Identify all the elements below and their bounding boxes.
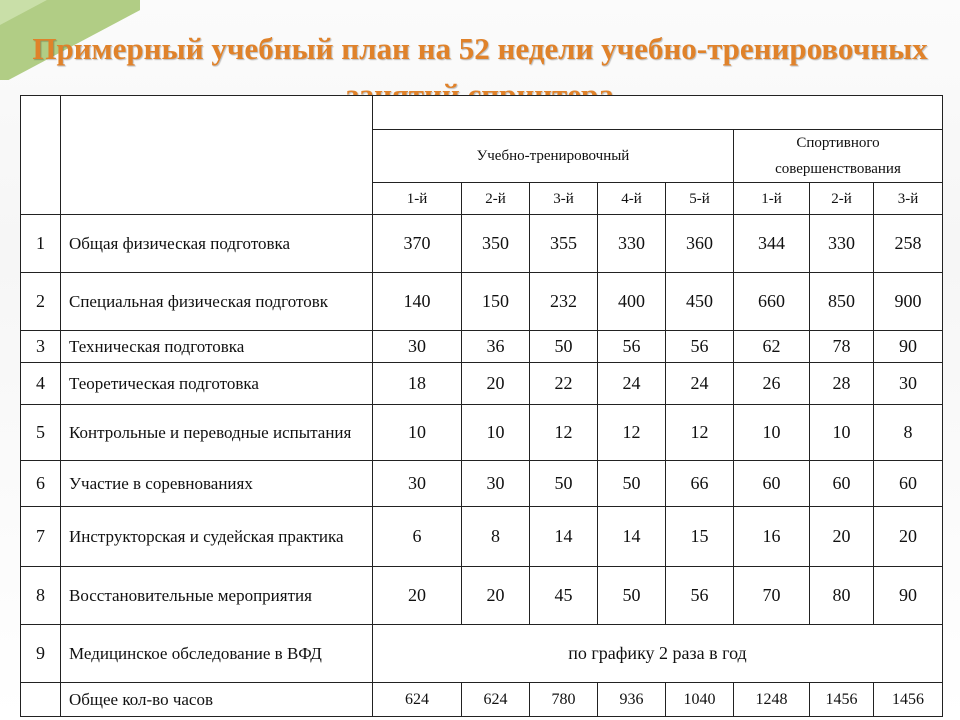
group-sport-header: Спортивного совершенствования bbox=[734, 130, 943, 183]
row-label: Теоретическая подготовка bbox=[61, 363, 373, 405]
table-row bbox=[21, 273, 943, 331]
table-row bbox=[21, 331, 943, 363]
group-training-header: Учебно-тренировочный bbox=[373, 130, 734, 183]
hours-cell: 12 bbox=[530, 405, 598, 461]
hours-cell: 8 bbox=[462, 507, 530, 567]
hours-cell: 50 bbox=[598, 567, 666, 625]
hours-cell: 400 bbox=[598, 273, 666, 331]
hours-cell: 232 bbox=[530, 273, 598, 331]
hours-cell: 30 bbox=[373, 461, 462, 507]
row-number: 8 bbox=[21, 567, 61, 625]
hours-cell: 50 bbox=[530, 461, 598, 507]
hours-cell: 66 bbox=[666, 461, 734, 507]
hours-cell: 30 bbox=[874, 363, 943, 405]
hours-cell: 50 bbox=[598, 461, 666, 507]
total-cell: 780 bbox=[530, 683, 598, 717]
year-header: 5-й bbox=[666, 183, 734, 215]
hours-cell: 330 bbox=[810, 215, 874, 273]
hours-cell: 28 bbox=[810, 363, 874, 405]
hours-cell: 10 bbox=[810, 405, 874, 461]
year-header: 1-й bbox=[373, 183, 462, 215]
row-label: Медицинское обследование в ВФД bbox=[61, 625, 373, 683]
hours-cell: 70 bbox=[734, 567, 810, 625]
hours-cell: 20 bbox=[462, 567, 530, 625]
hours-cell: 80 bbox=[810, 567, 874, 625]
hours-cell: 60 bbox=[810, 461, 874, 507]
hours-cell: 16 bbox=[734, 507, 810, 567]
total-cell: 1456 bbox=[810, 683, 874, 717]
hours-cell: 30 bbox=[462, 461, 530, 507]
header-row-top bbox=[21, 96, 943, 130]
hours-cell: 60 bbox=[874, 461, 943, 507]
row-number: 2 bbox=[21, 273, 61, 331]
medical-note: по графику 2 раза в год bbox=[373, 625, 943, 683]
total-cell: 624 bbox=[462, 683, 530, 717]
hours-cell: 6 bbox=[373, 507, 462, 567]
row-label: Восстановительные мероприятия bbox=[61, 567, 373, 625]
total-cell: 1456 bbox=[874, 683, 943, 717]
row-label: Инструкторская и судейская практика bbox=[61, 507, 373, 567]
hours-cell: 30 bbox=[373, 331, 462, 363]
hours-cell: 450 bbox=[666, 273, 734, 331]
row-number-empty bbox=[21, 683, 61, 717]
row-number: 1 bbox=[21, 215, 61, 273]
hours-cell: 330 bbox=[598, 215, 666, 273]
hours-cell: 14 bbox=[530, 507, 598, 567]
hours-cell: 660 bbox=[734, 273, 810, 331]
row-label: Участие в соревнованиях bbox=[61, 461, 373, 507]
hours-cell: 90 bbox=[874, 567, 943, 625]
hours-cell: 20 bbox=[462, 363, 530, 405]
hours-cell: 350 bbox=[462, 215, 530, 273]
hours-cell: 50 bbox=[530, 331, 598, 363]
row-number: 9 bbox=[21, 625, 61, 683]
table-row-medical bbox=[21, 625, 943, 683]
hours-cell: 370 bbox=[373, 215, 462, 273]
hours-cell: 10 bbox=[462, 405, 530, 461]
hours-cell: 140 bbox=[373, 273, 462, 331]
year-header: 2-й bbox=[810, 183, 874, 215]
hours-cell: 900 bbox=[874, 273, 943, 331]
year-header: 2-й bbox=[462, 183, 530, 215]
hours-cell: 20 bbox=[810, 507, 874, 567]
hours-cell: 60 bbox=[734, 461, 810, 507]
year-header: 3-й bbox=[530, 183, 598, 215]
hours-cell: 20 bbox=[874, 507, 943, 567]
total-cell: 1248 bbox=[734, 683, 810, 717]
hours-cell: 24 bbox=[666, 363, 734, 405]
total-cell: 624 bbox=[373, 683, 462, 717]
hours-cell: 20 bbox=[373, 567, 462, 625]
row-label: Общая физическая подготовка bbox=[61, 215, 373, 273]
hours-cell: 22 bbox=[530, 363, 598, 405]
hours-cell: 24 bbox=[598, 363, 666, 405]
hours-cell: 360 bbox=[666, 215, 734, 273]
hours-cell: 26 bbox=[734, 363, 810, 405]
total-label: Общее кол-во часов bbox=[61, 683, 373, 717]
hours-cell: 62 bbox=[734, 331, 810, 363]
hours-cell: 45 bbox=[530, 567, 598, 625]
table-row-total bbox=[21, 683, 943, 717]
hours-cell: 36 bbox=[462, 331, 530, 363]
row-number: 7 bbox=[21, 507, 61, 567]
table-row bbox=[21, 363, 943, 405]
table-row bbox=[21, 215, 943, 273]
hours-cell: 850 bbox=[810, 273, 874, 331]
year-header: 3-й bbox=[874, 183, 943, 215]
hours-cell: 18 bbox=[373, 363, 462, 405]
table-row bbox=[21, 461, 943, 507]
header-name-cell bbox=[61, 96, 373, 215]
row-number: 6 bbox=[21, 461, 61, 507]
hours-cell: 14 bbox=[598, 507, 666, 567]
row-number: 4 bbox=[21, 363, 61, 405]
total-cell: 1040 bbox=[666, 683, 734, 717]
hours-cell: 258 bbox=[874, 215, 943, 273]
header-blank-cell bbox=[373, 96, 943, 130]
row-label: Техническая подготовка bbox=[61, 331, 373, 363]
table-row bbox=[21, 405, 943, 461]
hours-cell: 56 bbox=[598, 331, 666, 363]
hours-cell: 15 bbox=[666, 507, 734, 567]
row-label: Контрольные и переводные испытания bbox=[61, 405, 373, 461]
plan-table bbox=[20, 95, 943, 717]
hours-cell: 10 bbox=[373, 405, 462, 461]
hours-cell: 355 bbox=[530, 215, 598, 273]
plan-table-wrap bbox=[20, 95, 942, 717]
row-label: Специальная физическая подготовк bbox=[61, 273, 373, 331]
row-number: 5 bbox=[21, 405, 61, 461]
hours-cell: 78 bbox=[810, 331, 874, 363]
hours-cell: 150 bbox=[462, 273, 530, 331]
hours-cell: 12 bbox=[666, 405, 734, 461]
header-num-cell bbox=[21, 96, 61, 215]
hours-cell: 12 bbox=[598, 405, 666, 461]
year-header: 1-й bbox=[734, 183, 810, 215]
row-number: 3 bbox=[21, 331, 61, 363]
table-row bbox=[21, 507, 943, 567]
year-header: 4-й bbox=[598, 183, 666, 215]
hours-cell: 56 bbox=[666, 331, 734, 363]
hours-cell: 56 bbox=[666, 567, 734, 625]
total-cell: 936 bbox=[598, 683, 666, 717]
hours-cell: 344 bbox=[734, 215, 810, 273]
hours-cell: 10 bbox=[734, 405, 810, 461]
hours-cell: 90 bbox=[874, 331, 943, 363]
page-title: Примерный учебный план на 52 недели учебно-тренировочных bbox=[32, 31, 928, 66]
table-row bbox=[21, 567, 943, 625]
hours-cell: 8 bbox=[874, 405, 943, 461]
